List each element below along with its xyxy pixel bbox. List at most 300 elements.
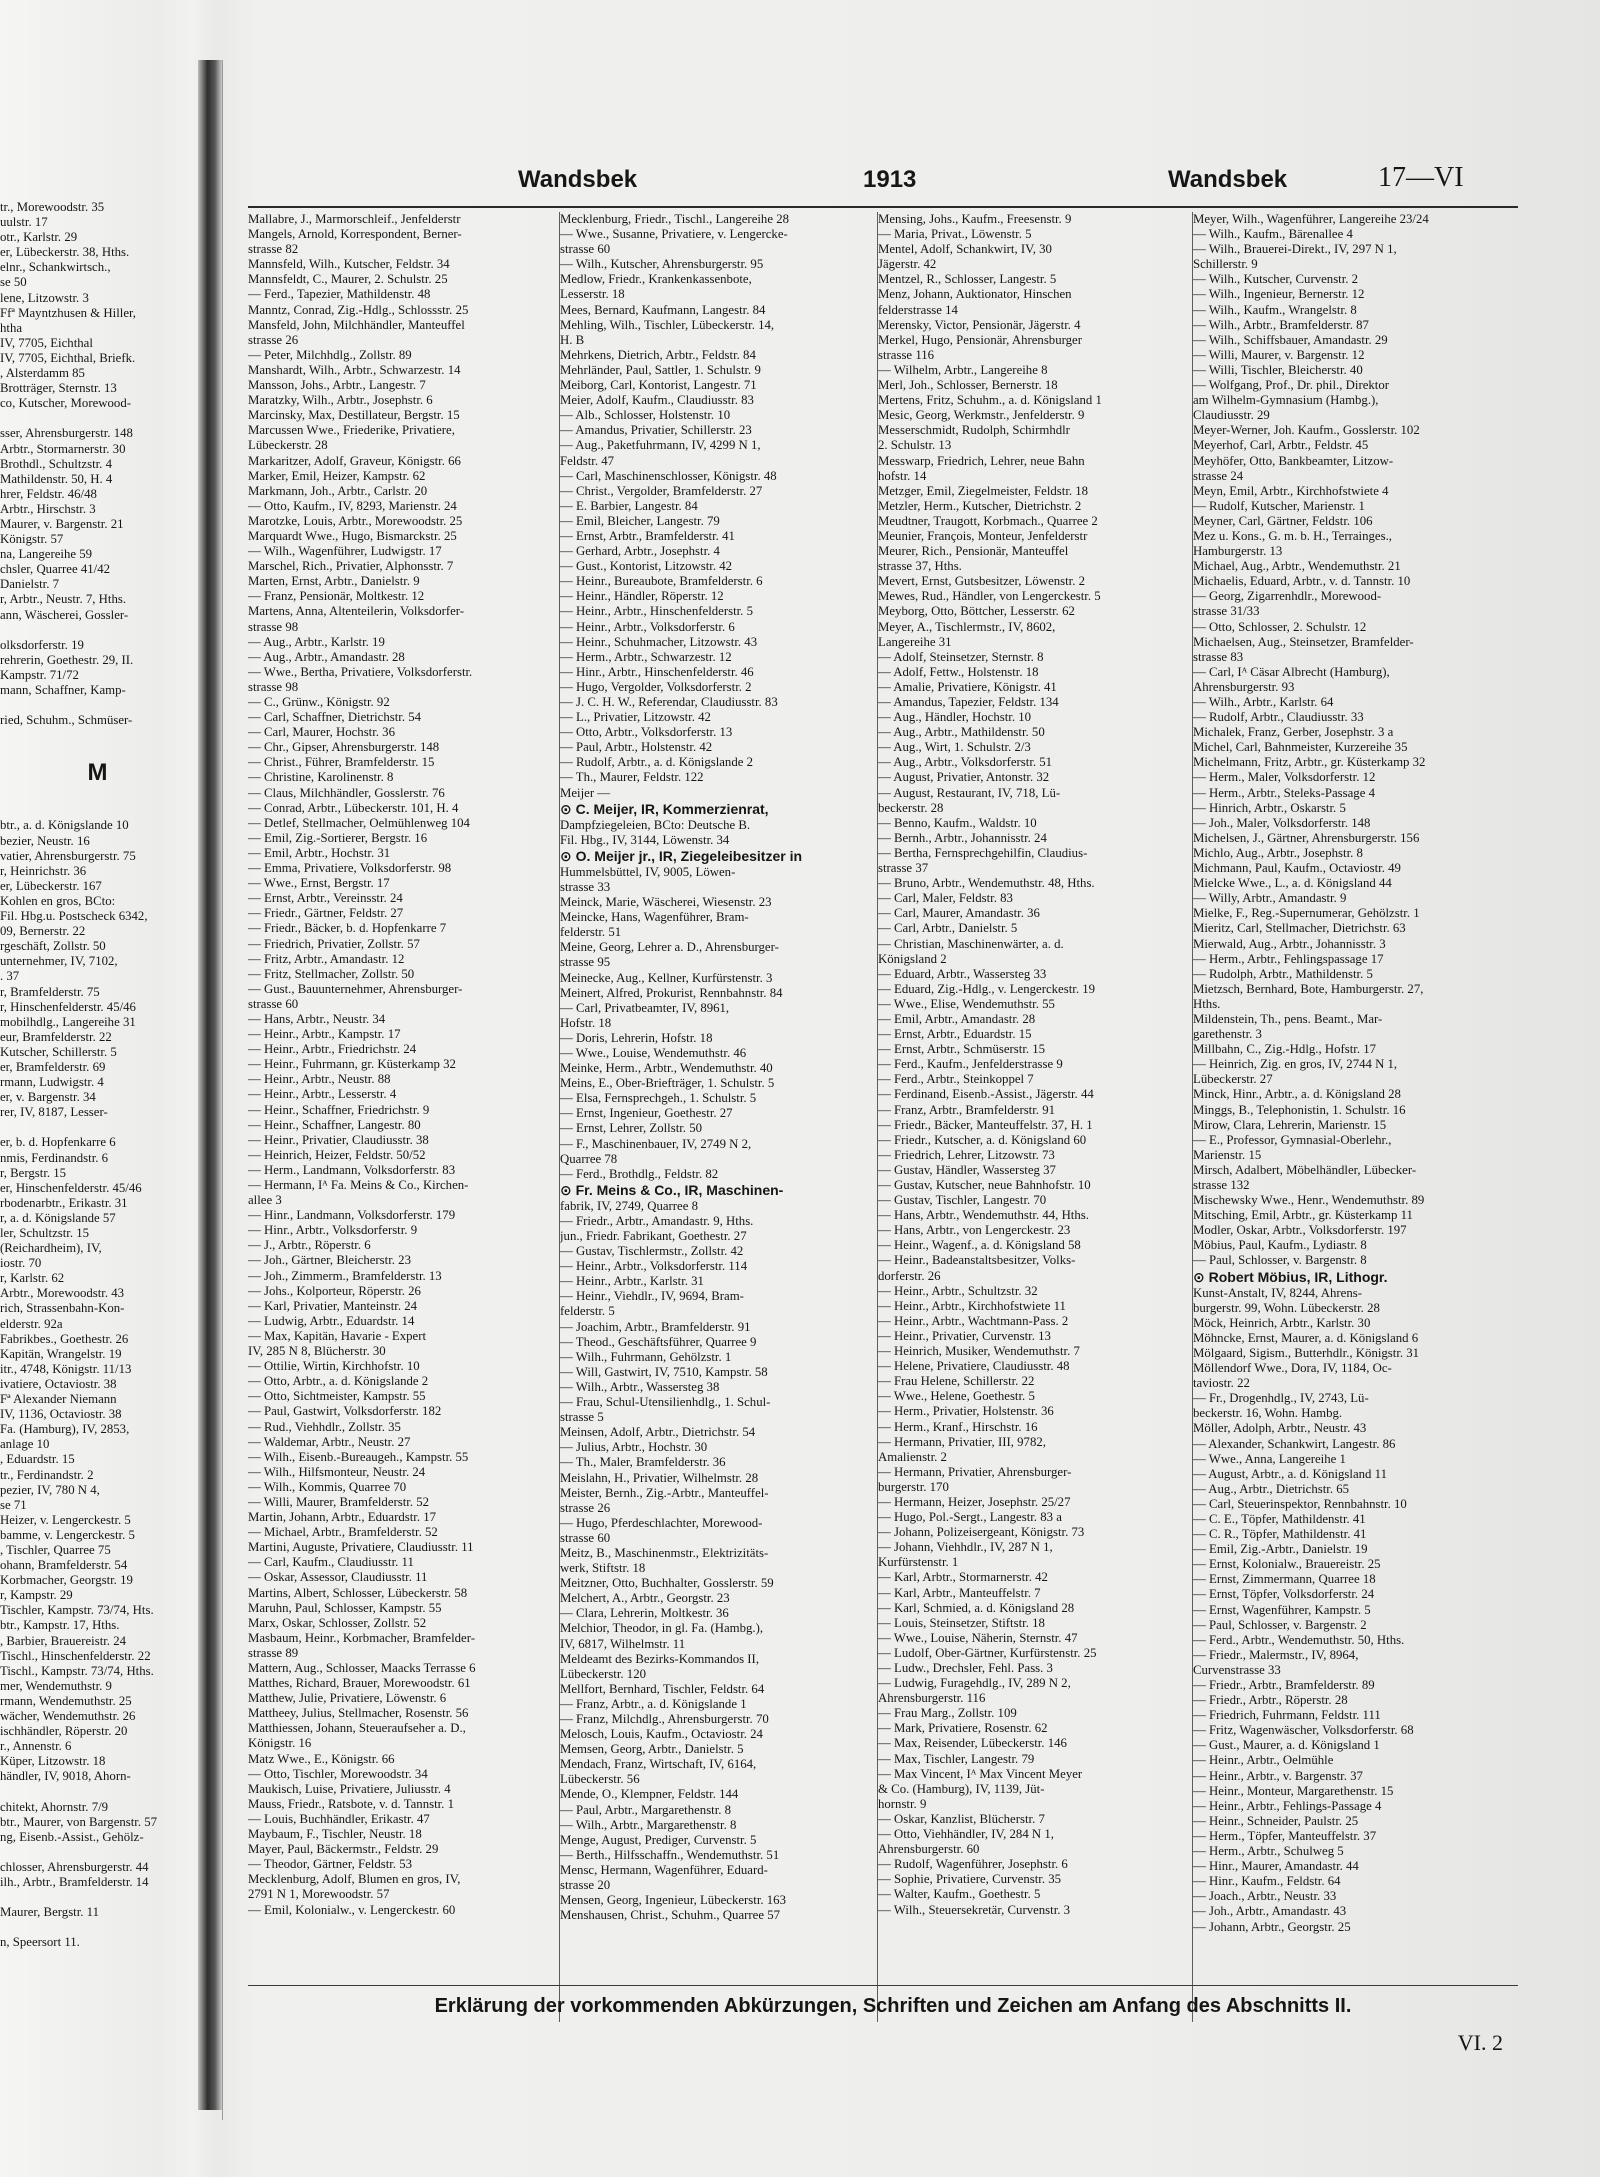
directory-entry: htha (0, 320, 23, 335)
directory-entry: — Friedr., Bäcker, Manteuffelstr. 37, H. 1 (878, 1117, 1093, 1132)
header-year: 1913 (863, 166, 917, 193)
directory-entry: — Ferdinand, Eisenb.-Assist., Jägerstr. 44 (878, 1087, 1094, 1102)
directory-entry: — Hugo, Vergolder, Volksdorferstr. 2 (560, 679, 752, 694)
directory-entry: Curvenstrasse 33 (1193, 1662, 1281, 1677)
directory-entry: — Heinr., Schaffner, Langestr. 80 (248, 1117, 421, 1132)
directory-entry: Mauss, Friedr., Ratsbote, v. d. Tannstr. 1 (248, 1796, 454, 1811)
directory-entry: ohann, Bramfelderstr. 54 (0, 1558, 128, 1573)
directory-entry: Kurfürstenstr. 1 (878, 1555, 959, 1570)
page-header (233, 160, 1553, 200)
directory-entry: Meyer, A., Tischlermstr., IV, 8602, (878, 619, 1056, 634)
directory-entry: — Emil, Zig.-Sortierer, Bergstr. 16 (248, 830, 428, 845)
directory-entry: . 37 (0, 969, 20, 984)
directory-entry: Mehrländer, Paul, Sattler, 1. Schulstr. 9 (560, 362, 761, 377)
directory-entry: ng, Eisenb.-Assist., Gehölz- (0, 1829, 144, 1844)
directory-entry: — Friedrich, Lehrer, Litzowstr. 73 (878, 1147, 1055, 1162)
directory-entry: chsler, Quarree 41/42 (0, 562, 110, 577)
directory-entry: Meldeamt des Bezirks-Kommandos II, (560, 1651, 760, 1666)
directory-entry: chitekt, Ahornstr. 7/9 (0, 1799, 109, 1814)
directory-entry: Arbtr., Hirschstr. 3 (0, 501, 96, 516)
directory-entry: — Ferd., Brothdlg., Feldstr. 82 (560, 1166, 719, 1181)
directory-entry: Meinke, Herm., Arbtr., Wendemuthstr. 40 (560, 1061, 773, 1076)
directory-entry: Mensing, Johs., Kaufm., Freesenstr. 9 (878, 212, 1072, 226)
directory-entry: — Heinr., Arbtr., Volksdorferstr. 6 (560, 619, 735, 634)
directory-entry: — Rudolph, Arbtr., Mathildenstr. 5 (1193, 966, 1373, 981)
directory-entry: Kunst-Anstalt, IV, 8244, Ahrens- (1193, 1285, 1362, 1300)
directory-entry: — Christian, Maschinenwärter, a. d. (878, 936, 1064, 951)
directory-entry: strasse 132 (1193, 1178, 1250, 1192)
directory-entry: Mensen, Georg, Ingenieur, Lübeckerstr. 163 (560, 1893, 786, 1908)
directory-entry: Meyer, Wilh., Wagenführer, Langereihe 23/24 (1193, 212, 1429, 226)
directory-entry: — C., Grünw., Königstr. 92 (248, 695, 390, 709)
directory-entry: r, Kampstr. 29 (0, 1588, 73, 1603)
directory-entry: Jägerstr. 42 (878, 257, 937, 272)
directory-entry: — J. C. H. W., Referendar, Claudiusstr. 83 (560, 695, 778, 709)
directory-entry: — Hinr., Landmann, Volksdorferstr. 179 (248, 1208, 456, 1223)
directory-entry: Brotträger, Sternstr. 13 (0, 381, 117, 396)
directory-entry: strasse 33 (560, 879, 611, 894)
directory-entry: — Heinr., Fuhrmann, gr. Küsterkamp 32 (248, 1057, 456, 1072)
directory-entry: — Doris, Lehrerin, Hofstr. 18 (560, 1030, 713, 1045)
directory-entry: eur, Bramfelderstr. 22 (0, 1029, 112, 1044)
directory-entry: — Amalie, Privatiere, Königstr. 41 (878, 679, 1057, 694)
directory-entry: btr., a. d. Königslande 10 (0, 818, 129, 833)
directory-entry: — August, Privatier, Antonstr. 32 (878, 770, 1050, 785)
directory-entry: strasse 60 (560, 242, 611, 257)
directory-entry: ried, Schuhm., Schmüser- (0, 713, 133, 728)
directory-entry: — Otto, Sichtmeister, Kampstr. 55 (248, 1389, 426, 1404)
directory-entry: — Friedr., Arbtr., Röperstr. 28 (1193, 1693, 1348, 1708)
directory-entry: — Wolfgang, Prof., Dr. phil., Direktor (1193, 378, 1389, 393)
directory-entry: — Johann, Viehhdlr., IV, 287 N 1, (878, 1540, 1053, 1555)
directory-entry: ⊙ Fr. Meins & Co., IR, Maschinen- (560, 1181, 784, 1198)
directory-entry: strasse 24 (1193, 468, 1244, 483)
directory-entry: — Aug., Arbtr., Amandastr. 28 (248, 649, 405, 664)
directory-entry: — Wilh., Kutscher, Curvenstr. 2 (1193, 272, 1359, 287)
directory-entry: (Reichardheim), IV, (0, 1241, 102, 1256)
directory-entry: ann, Wäscherei, Gossler- (0, 607, 129, 622)
directory-entry: anlage 10 (0, 1437, 50, 1452)
directory-entry: — Gustav, Tischler, Langestr. 70 (878, 1193, 1047, 1208)
directory-entry: — Rudolf, Wagenführer, Josephstr. 6 (878, 1857, 1068, 1872)
directory-entry: Merensky, Victor, Pensionär, Jägerstr. 4 (878, 317, 1081, 332)
directory-entry: — Hans, Arbtr., Neustr. 34 (248, 1011, 386, 1026)
directory-entry: strasse 83 (1193, 649, 1244, 664)
directory-entry: Modler, Oskar, Arbtr., Volksdorferstr. 197 (1193, 1223, 1407, 1238)
directory-entry: Melosch, Louis, Kaufm., Octaviostr. 24 (560, 1727, 763, 1742)
directory-entry: elderstr. 92a (0, 1316, 63, 1331)
directory-entry: — Th., Maler, Bramfelderstr. 36 (560, 1455, 726, 1470)
directory-entry: ischhändler, Röperstr. 20 (0, 1724, 128, 1739)
directory-entry: — C. E., Töpfer, Mathildenstr. 41 (1193, 1511, 1366, 1526)
directory-entry: Mattern, Aug., Schlosser, Maacks Terrasse 6 (248, 1661, 476, 1675)
directory-entry: — Heinr., Schaffner, Friedrichstr. 9 (248, 1102, 430, 1117)
directory-entry: chlosser, Ahrensburgerstr. 44 (0, 1859, 149, 1874)
directory-entry (0, 1120, 195, 1135)
directory-entry: strasse 95 (560, 955, 611, 970)
directory-entry: Mendach, Franz, Wirtschaft, IV, 6164, (560, 1757, 757, 1772)
directory-entry: — Joh., Arbtr., Amandastr. 43 (1193, 1904, 1347, 1919)
directory-entry: — Carl, Schaffner, Dietrichstr. 54 (248, 710, 422, 725)
directory-entry: Menge, August, Prediger, Curvenstr. 5 (560, 1832, 757, 1847)
directory-entry: , Tischler, Quarree 75 (0, 1542, 111, 1557)
directory-entry: — Wwe., Elise, Wendemuthstr. 55 (878, 996, 1055, 1011)
directory-entry: Mecklenburg, Adolf, Blumen en gros, IV, (248, 1872, 461, 1887)
directory-entry: Mischewsky Wwe., Henr., Wendemuthstr. 89 (1193, 1193, 1425, 1208)
directory-entry: ilh., Arbtr., Bramfelderstr. 14 (0, 1875, 149, 1890)
directory-entry: Matthiessen, Johann, Steueraufseher a. D., (248, 1721, 466, 1736)
left-page-fragment (0, 200, 195, 2020)
directory-entry: Dampfziegeleien, BCto: Deutsche B. (560, 817, 751, 832)
column-1 (248, 212, 560, 2032)
directory-entry: , Eduardstr. 15 (0, 1452, 75, 1467)
directory-entry: — Ernst, Arbtr., Eduardstr. 15 (878, 1027, 1032, 1042)
directory-entry: — Fritz, Arbtr., Amandastr. 12 (248, 951, 405, 966)
directory-entry: — Eduard, Zig.-Hdlg., v. Lengerckestr. 19 (878, 981, 1096, 996)
directory-entry: — Aug., Arbtr., Mathildenstr. 50 (878, 725, 1045, 740)
directory-entry: — Peter, Milchhdlg., Zollstr. 89 (248, 347, 412, 362)
directory-entry: — Heinr., Händler, Röperstr. 12 (560, 589, 724, 604)
directory-entry: r, Karlstr. 62 (0, 1271, 65, 1286)
directory-entry: Mellfort, Bernhard, Tischler, Feldstr. 64 (560, 1681, 765, 1696)
directory-entry: — Helene, Privatiere, Claudiusstr. 48 (878, 1359, 1070, 1374)
directory-entry: — Heinr., Privatier, Claudiusstr. 38 (248, 1132, 429, 1147)
directory-entry: — Wwe., Louise, Wendemuthstr. 46 (560, 1045, 747, 1060)
directory-entry: — Will, Gastwirt, IV, 7510, Kampstr. 58 (560, 1364, 768, 1379)
directory-entry: — Paul, Schlosser, v. Bargenstr. 2 (1193, 1617, 1367, 1632)
directory-entry: — Oskar, Assessor, Claudiusstr. 11 (248, 1570, 428, 1585)
directory-entry: otr., Karlstr. 29 (0, 230, 78, 245)
directory-entry: — Bruno, Arbtr., Wendemuthstr. 48, Hths. (878, 876, 1095, 891)
directory-entry: — Amandus, Tapezier, Feldstr. 134 (878, 695, 1059, 709)
directory-entry: Michelmann, Fritz, Arbtr., gr. Küsterkamp 32 (1193, 755, 1426, 770)
directory-entry: Lübeckerstr. 120 (560, 1666, 646, 1681)
directory-entry: n, Speersort 11. (0, 1935, 80, 1950)
directory-entry: Mentel, Adolf, Schankwirt, IV, 30 (878, 242, 1052, 257)
directory-entry: — Joach., Arbtr., Neustr. 33 (1193, 1889, 1337, 1904)
directory-entry: — Walter, Kaufm., Goethestr. 5 (878, 1887, 1041, 1902)
directory-entry: — Heinr., Bureaubote, Bramfelderstr. 6 (560, 574, 763, 589)
directory-entry: beckerstr. 16, Wohn. Hambg. (1193, 1406, 1343, 1421)
directory-entry: , Barbier, Brauereistr. 24 (0, 1633, 126, 1648)
directory-entry: rer, IV, 8187, Lesser- (0, 1105, 108, 1120)
directory-entry: btr., Maurer, von Bargenstr. 57 (0, 1814, 158, 1829)
directory-entry: IV, 7705, Eichthal (0, 335, 93, 350)
directory-entry: — Frau, Schul-Utensilienhdlg., 1. Schul- (560, 1395, 771, 1410)
directory-entry (0, 803, 195, 818)
directory-entry: Meister, Bernh., Zig.-Arbtr., Manteuffel- (560, 1485, 769, 1500)
directory-entry: — Heinr., Arbtr., Kampstr. 17 (248, 1027, 401, 1042)
directory-entry: hrer, Feldstr. 46/48 (0, 486, 97, 501)
directory-entry: Michelsen, J., Gärtner, Ahrensburgerstr. 156 (1193, 830, 1420, 845)
directory-entry (0, 1845, 195, 1860)
directory-entry: strasse 31/33 (1193, 604, 1260, 619)
directory-entry: tr., Morewoodstr. 35 (0, 200, 105, 214)
directory-entry: Meier, Adolf, Kaufm., Claudiusstr. 83 (560, 393, 754, 408)
directory-entry: Mewes, Rud., Händler, von Lengerckestr. 5 (878, 589, 1101, 604)
directory-entry: allee 3 (248, 1193, 282, 1208)
directory-entry: — F., Maschinenbauer, IV, 2749 N 2, (560, 1136, 752, 1151)
directory-entry: ler, Schultzstr. 15 (0, 1226, 90, 1240)
directory-entry: — Claus, Milchhändler, Gosslerstr. 76 (248, 785, 445, 800)
directory-entry: Hummelsbüttel, IV, 9005, Löwen- (560, 864, 736, 879)
directory-entry: M (87, 759, 108, 787)
directory-entry: mobilhdlg., Langereihe 31 (0, 1014, 136, 1029)
directory-entry: strasse 98 (248, 619, 299, 634)
directory-entry: — Hans, Arbtr., Wendemuthstr. 44, Hths. (878, 1208, 1089, 1223)
directory-entry: Kapitän, Wrangelstr. 19 (0, 1346, 122, 1361)
directory-entry: — Ottilie, Wirtin, Kirchhofstr. 10 (248, 1359, 420, 1374)
directory-entry: Tischl., Kampstr. 73/74, Hths. (0, 1663, 154, 1678)
directory-entry: — Friedr., Malermstr., IV, 8964, (1193, 1647, 1359, 1662)
directory-page (222, 60, 1563, 2120)
directory-entry: — Adolf, Steinsetzer, Sternstr. 8 (878, 649, 1044, 664)
directory-entry: H. B (560, 332, 585, 347)
directory-entry: Möller, Adolph, Arbtr., Neustr. 43 (1193, 1421, 1367, 1436)
directory-entry: — Wilh., Kaufm., Wrangelstr. 8 (1193, 302, 1357, 317)
directory-entry: — Wwe., Bertha, Privatiere, Volksdorferstr. (248, 664, 473, 679)
directory-entry: strasse 89 (248, 1645, 299, 1660)
directory-entry: Hofstr. 18 (560, 1015, 612, 1030)
directory-entry: — Ernst, Arbtr., Vereinsstr. 24 (248, 891, 403, 906)
directory-entry: Meudtner, Traugott, Korbmach., Quarree 2 (878, 513, 1098, 528)
directory-entry: — Hinr., Maurer, Amandastr. 44 (1193, 1859, 1359, 1874)
directory-entry: strasse 60 (248, 996, 299, 1011)
directory-entry: — Max, Reisender, Lübeckerstr. 146 (878, 1736, 1067, 1751)
directory-entry: rgeschäft, Zollstr. 50 (0, 939, 106, 954)
directory-entry: — Heinr., Arbtr., Wachtmann-Pass. 2 (878, 1313, 1069, 1328)
directory-entry: Mirow, Clara, Lehrerin, Marienstr. 15 (1193, 1117, 1387, 1132)
directory-entry: — Hugo, Pferdeschlachter, Morewood- (560, 1515, 763, 1530)
column-3 (878, 212, 1193, 2032)
directory-entry: strasse 5 (560, 1410, 604, 1425)
directory-entry: — Heinr., Arbtr., Neustr. 88 (248, 1072, 391, 1087)
directory-entry: Menz, Johann, Auktionator, Hinschen (878, 287, 1072, 302)
directory-entry: — Theodor, Gärtner, Feldstr. 53 (248, 1857, 413, 1872)
directory-entry: r, a. d. Königslande 57 (0, 1210, 116, 1225)
directory-entry: Meyer-Werner, Joh. Kaufm., Gosslerstr. 102 (1193, 423, 1420, 438)
directory-entry: — Carl, Iᴬ Cäsar Albrecht (Hamburg), (1193, 664, 1390, 679)
header-right: Wandsbek (1168, 166, 1288, 193)
directory-entry: Minggs, B., Telephonistin, 1. Schulstr. 16 (1193, 1102, 1406, 1117)
directory-entry: — Alexander, Schankwirt, Langestr. 86 (1193, 1436, 1396, 1451)
directory-entry: — Heinr., Schneider, Paulstr. 25 (1193, 1813, 1359, 1828)
directory-entry: Messerschmidt, Rudolph, Schirmhdlr (878, 423, 1070, 438)
directory-entry: iostr. 70 (0, 1256, 42, 1271)
directory-entry: nmis, Ferdinandstr. 6 (0, 1150, 109, 1165)
directory-entry: — Willi, Tischler, Bleicherstr. 40 (1193, 362, 1363, 377)
directory-entry: — Franz, Arbtr., a. d. Königslande 1 (560, 1696, 747, 1711)
column-4 (1193, 212, 1518, 2032)
directory-entry: — Heinr., Arbtr., Lesserstr. 4 (248, 1087, 397, 1102)
directory-entry: — August, Arbtr., a. d. Königsland 11 (1193, 1466, 1387, 1481)
directory-entry: Merl, Joh., Schlosser, Bernerstr. 18 (878, 378, 1058, 393)
directory-entry: — Ernst, Arbtr., Schmüserstr. 15 (878, 1042, 1046, 1057)
directory-entry: Mensc, Hermann, Wagenführer, Eduard- (560, 1862, 768, 1877)
directory-entry: — Heinrich, Zig. en gros, IV, 2744 N 1, (1193, 1057, 1398, 1072)
directory-entry: rich, Strassenbahn-Kon- (0, 1301, 125, 1316)
directory-entry: — Wilh., Steuersekretär, Curvenstr. 3 (878, 1902, 1071, 1917)
directory-entry: strasse 26 (248, 332, 299, 347)
directory-entry: strasse 37 (878, 861, 929, 876)
directory-entry: lene, Litzowstr. 3 (0, 290, 89, 305)
directory-entry: — Frau Marg., Zollstr. 109 (878, 1706, 1017, 1721)
directory-entry: — Heinr., Arbtr., Volksdorferstr. 114 (560, 1259, 748, 1274)
directory-entry: na, Langereihe 59 (0, 547, 93, 562)
directory-entry: — Franz, Milchdlg., Ahrensburgerstr. 70 (560, 1712, 769, 1726)
directory-entry: btr., Kampstr. 17, Hths. (0, 1618, 120, 1633)
directory-entry: ⊙ Robert Möbius, IR, Lithogr. (1193, 1268, 1388, 1285)
directory-entry: — Th., Maurer, Feldstr. 122 (560, 770, 704, 785)
directory-entry: — Hinr., Kaufm., Feldstr. 64 (1193, 1874, 1341, 1889)
directory-entry: — Max Vincent, Iᴬ Max Vincent Meyer (878, 1766, 1083, 1781)
directory-entry: Arbtr., Morewoodstr. 43 (0, 1286, 125, 1301)
directory-entry: — Heinr., Wagenf., a. d. Königsland 58 (878, 1238, 1081, 1253)
directory-entry: — Karl, Arbtr., Stormarnerstr. 42 (878, 1570, 1048, 1585)
directory-entry: Mirsch, Adalbert, Möbelhändler, Lübecker- (1193, 1162, 1417, 1177)
directory-entry: r, Bramfelderstr. 75 (0, 984, 100, 999)
directory-entry: Marquardt Wwe., Hugo, Bismarckstr. 25 (248, 528, 457, 543)
directory-entry: Michlo, Aug., Arbtr., Josephstr. 8 (1193, 845, 1363, 860)
directory-entry: bamme, v. Lengerckestr. 5 (0, 1527, 135, 1542)
directory-entry: — Carl, Maler, Feldstr. 83 (878, 891, 1013, 906)
directory-entry: Mannsfeldt, C., Maurer, 2. Schulstr. 25 (248, 272, 448, 287)
directory-entry: Mielke, F., Reg.-Supernumerar, Gehölzstr. 1 (1193, 906, 1420, 921)
directory-entry: — Heinr., Arbtr., Friedrichstr. 24 (248, 1042, 417, 1057)
directory-entry: — Wilhelm, Arbtr., Langereihe 8 (878, 362, 1048, 377)
directory-entry: Langereihe 31 (878, 634, 952, 649)
directory-entry: — E. Barbier, Langestr. 84 (560, 498, 698, 513)
directory-entry: Ahrensburgerstr. 93 (1193, 679, 1295, 694)
directory-entry: Mattheey, Julius, Stellmacher, Rosenstr. 56 (248, 1706, 469, 1721)
directory-entry: — August, Restaurant, IV, 718, Lü- (878, 785, 1061, 800)
directory-entry: IV, 285 N 8, Blücherstr. 30 (248, 1344, 386, 1359)
directory-entry: er, b. d. Hopfenkarre 6 (0, 1135, 116, 1150)
footer-code: VI. 2 (1457, 2030, 1503, 2055)
footer-note: Erklärung der vorkommenden Abkürzungen, Schriften und Zeichen am Anfang des Abschnitts II. (434, 1995, 1352, 2017)
directory-entry: — Hinrich, Arbtr., Oskarstr. 5 (1193, 800, 1346, 815)
directory-entry: — Joh., Maler, Volksdorferstr. 148 (1193, 815, 1371, 830)
directory-entry: Marcussen Wwe., Friederike, Privatiere, (248, 423, 455, 438)
directory-entry: — Wilh., Kaufm., Bärenallee 4 (1193, 227, 1353, 242)
directory-entry: Mees, Bernard, Kaufmann, Langestr. 84 (560, 302, 766, 317)
directory-entry: — Rudolf, Arbtr., Claudiusstr. 33 (1193, 710, 1364, 725)
directory-entry: Maybaum, F., Tischler, Neustr. 18 (248, 1827, 422, 1842)
directory-entry: Meurer, Rich., Pensionär, Manteuffel (878, 544, 1069, 559)
directory-entry: — Emil, Kolonialw., v. Lengerckestr. 60 (248, 1902, 456, 1917)
directory-entry: Matz Wwe., E., Königstr. 66 (248, 1751, 395, 1766)
directory-entry: Mecklenburg, Friedr., Tischl., Langereihe 28 (560, 212, 790, 226)
directory-entry: — Carl, Arbtr., Danielstr. 5 (878, 921, 1018, 936)
directory-entry: — Christine, Karolinenstr. 8 (248, 770, 394, 785)
directory-entry: tr., Ferdinandstr. 2 (0, 1467, 94, 1482)
directory-entry: — Herm., Arbtr., Schwarzestr. 12 (560, 649, 732, 664)
directory-entry: Matthew, Julie, Privatiere, Löwenstr. 6 (248, 1691, 447, 1706)
directory-entry: — Max, Tischler, Langestr. 79 (878, 1751, 1035, 1766)
directory-entry: Mannsfeld, Wilh., Kutscher, Feldstr. 34 (248, 257, 450, 272)
directory-entry: er, Hinschenfelderstr. 45/46 (0, 1180, 142, 1195)
header-rule (248, 206, 1518, 208)
directory-entry: — Hinr., Arbtr., Hinschenfelderstr. 46 (560, 664, 754, 679)
directory-entry: — Herm., Arbtr., Schulweg 5 (1193, 1844, 1344, 1859)
directory-entry: Marschel, Rich., Privatier, Alphonsstr. 7 (248, 559, 454, 574)
directory-entry: — Friedr., Bäcker, b. d. Hopfenkarre 7 (248, 921, 447, 936)
directory-entry: ⊙ C. Meijer, IR, Kommerzienrat, (560, 800, 769, 817)
directory-entry: — Franz, Arbtr., Bramfelderstr. 91 (878, 1102, 1055, 1117)
directory-entry: er, Lübeckerstr. 38, Hths. (0, 245, 130, 260)
directory-entry: Meinsen, Adolf, Arbtr., Dietrichstr. 54 (560, 1425, 756, 1440)
directory-entry: — Carl, Privatbeamter, IV, 8961, (560, 1000, 730, 1015)
directory-entry: r, Bergstr. 15 (0, 1165, 67, 1180)
directory-entry: — Joh., Gärtner, Bleicherstr. 23 (248, 1253, 411, 1268)
directory-entry: — C. R., Töpfer, Mathildenstr. 41 (1193, 1527, 1367, 1542)
directory-entry: Heizer, v. Lengerckestr. 5 (0, 1512, 131, 1527)
directory-entry: — Mark, Privatiere, Rosenstr. 62 (878, 1721, 1048, 1736)
directory-entry: — L., Privatier, Litzowstr. 42 (560, 710, 711, 725)
directory-entry: — Friedr., Arbtr., Amandastr. 9, Hths. (560, 1213, 754, 1228)
directory-entry: Tischler, Kampstr. 73/74, Hts. (0, 1603, 154, 1618)
directory-entry: taviostr. 22 (1193, 1376, 1250, 1391)
directory-entry: — Herm., Kranf., Hirschstr. 16 (878, 1419, 1038, 1434)
directory-entry: — Heinr., Arbtr., Oelmühle (1193, 1753, 1334, 1768)
directory-entry: Meinck, Marie, Wäscherei, Wiesenstr. 23 (560, 895, 772, 910)
directory-entry: Michaelis, Eduard, Arbtr., v. d. Tannstr. 10 (1193, 574, 1411, 589)
directory-entry: Mehrkens, Dietrich, Arbtr., Feldstr. 84 (560, 347, 756, 362)
directory-entry: Ahrensburgerstr. 60 (878, 1842, 980, 1857)
directory-entry (0, 1784, 195, 1799)
directory-entry: elnr., Schankwirtsch., (0, 260, 111, 275)
directory-entry: — Aug., Arbtr., Dietrichstr. 65 (1193, 1481, 1350, 1496)
directory-entry: olksdorferstr. 19 (0, 637, 84, 652)
directory-entry: Marx, Oskar, Schlosser, Zollstr. 52 (248, 1615, 427, 1630)
directory-entry: Marten, Ernst, Arbtr., Danielstr. 9 (248, 574, 420, 589)
directory-entry: r, Arbtr., Neustr. 7, Hths. (0, 592, 127, 607)
directory-entry: — Hans, Arbtr., von Lengerckestr. 23 (878, 1223, 1071, 1238)
book-gutter (198, 60, 222, 2110)
directory-entry: — Herm., Arbtr., Fehlingspassage 17 (1193, 951, 1384, 966)
directory-entry: Kohlen en gros, BCto: (0, 893, 116, 908)
directory-entry: — Gust., Kontorist, Litzowstr. 42 (560, 559, 733, 574)
directory-entry: rbodenarbtr., Erikastr. 31 (0, 1195, 128, 1210)
directory-entry: strasse 116 (878, 347, 935, 362)
directory-entry: rmann, Wendemuthstr. 25 (0, 1693, 132, 1708)
directory-entry: Masbaum, Heinr., Korbmacher, Bramfelder- (248, 1630, 476, 1645)
directory-entry: Medlow, Friedr., Krankenkassenbote, (560, 272, 752, 287)
directory-entry: — Rudolf, Arbtr., a. d. Königslande 2 (560, 755, 754, 770)
directory-entry: strasse 82 (248, 242, 299, 257)
directory-entry: Fa. (Hamburg), IV, 2853, (0, 1422, 130, 1437)
header-left: Wandsbek (518, 166, 638, 193)
directory-entry: Meijer — (560, 785, 611, 800)
directory-entry: — Sophie, Privatiere, Curvenstr. 35 (878, 1872, 1062, 1887)
directory-entry: — Gust., Bauunternehmer, Ahrensburger- (248, 981, 463, 996)
directory-entry: — Heinr., Privatier, Curvenstr. 13 (878, 1328, 1051, 1343)
directory-entry: — Detlef, Stellmacher, Oelmühlenweg 104 (248, 815, 470, 830)
directory-entry: Mesic, Georg, Werkmstr., Jenfelderstr. 9 (878, 408, 1085, 423)
directory-entry: werk, Stiftstr. 18 (560, 1561, 646, 1576)
directory-entry: — Wwe., Susanne, Privatiere, v. Lengercke- (560, 227, 788, 242)
directory-entry: Michalek, Franz, Gerber, Josephstr. 3 a (1193, 725, 1394, 740)
directory-entry: — Aug., Händler, Hochstr. 10 (878, 710, 1032, 725)
directory-entry: Ahrensburgerstr. 116 (878, 1691, 986, 1706)
directory-entry: wächer, Wendemuthstr. 26 (0, 1709, 136, 1723)
directory-entry: — Ludolf, Ober-Gärtner, Kurfürstenstr. 25 (878, 1645, 1097, 1660)
directory-entry: mann, Schaffner, Kamp- (0, 683, 126, 697)
directory-entry: Hths. (1193, 996, 1221, 1011)
directory-entry: Hamburgerstr. 13 (1193, 544, 1283, 559)
directory-entry: Königstr. 57 (0, 532, 64, 547)
directory-entry: Martin, Johann, Arbtr., Eduardstr. 17 (248, 1510, 437, 1525)
